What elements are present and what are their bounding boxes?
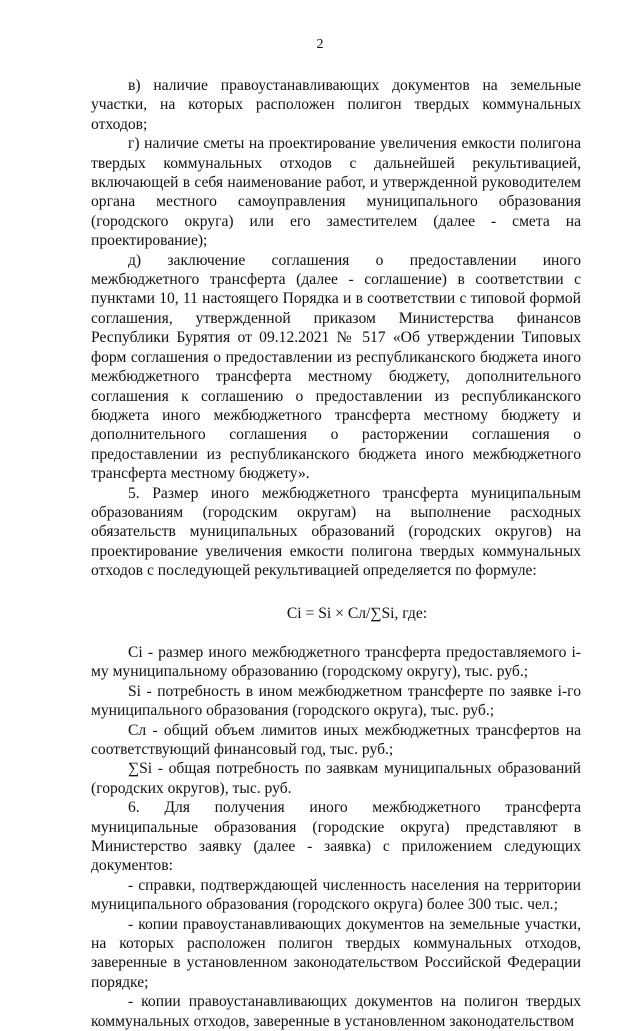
definition-si: Si - потребность в ином межбюджетном трансферте по заявке i-го муниципального образования (городского округа), тыс. руб.; bbox=[91, 682, 581, 720]
paragraph-item-v: в) наличие правоустанавливающих документов на земельные участки, на которых расположен полигон твердых коммунальных отходов; bbox=[91, 77, 581, 133]
list-item-land-documents: - копии правоустанавливающих документов на земельные участки, на которых расположен полигон твердых коммунальных отходов, заверенные в установленном законодательством Российской Федерации порядке; bbox=[91, 915, 581, 991]
page-number: 2 bbox=[316, 37, 324, 52]
definition-ci: Ci - размер иного межбюджетного трансферта предоставляемого i-му муниципальному образованию (городскому округу), тыс. руб.; bbox=[91, 643, 581, 681]
paragraph-item-g: г) наличие сметы на проектирование увеличения емкости полигона твердых коммунальных отходов с дальнейшей рекультивацией, включающей в себя наименование работ, и утвержденной руководителем органа местного самоуправления муниципального образования (городского округа) или его заместителем (далее - смета на проектирование); bbox=[91, 135, 581, 250]
definition-cl: Cл - общий объем лимитов иных межбюджетных трансфертов на соответствующий финансовый год, тыс. руб.; bbox=[91, 721, 581, 758]
document-body bbox=[91, 76, 581, 1031]
paragraph-clause-5: 5. Размер иного межбюджетного трансферта муниципальным образованиям (городским округам) на выполнение расходных обязательств муниципальных образований (городских округов) на проектирование увеличения емкости полигона твердых коммунальных отходов с последующей рекультивацией определяется по формуле: bbox=[91, 484, 581, 580]
list-item-population-certificate: - справки, подтверждающей численность населения на территории муниципального образования (городского округа) более 300 тыс. чел.; bbox=[91, 876, 581, 914]
paragraph-clause-6: 6. Для получения иного межбюджетного трансферта муниципальные образования (городские округа) представляют в Министерство заявку (далее - заявка) с приложением следующих документов: bbox=[91, 799, 581, 875]
paragraph-item-d: д) заключение соглашения о предоставлении иного межбюджетного трансферта (далее - соглашение) в соответствии с пунктами 10, 11 настоящего Порядка и в соответствии с типовой формой соглашения, утвержденной приказом Министерства финансов Республики Бурятия от 09.12.2021 № 517 «Об утверждении Типовых форм соглашения о предоставлении из республиканского бюджета иного межбюджетного трансферта местному бюджету, дополнительного соглашения к соглашению о предоставлении из республиканского бюджета иного межбюджетного трансферта местному бюджету и дополнительного соглашения о расторжении соглашения о предоставлении из республиканского бюджета иного межбюджетного трансферта местному бюджету». bbox=[91, 251, 581, 483]
list-item-landfill-documents: - копии правоустанавливающих документов на полигон твердых коммунальных отходов, заверенные в установленном законодательством bbox=[91, 993, 581, 1030]
definition-sum-si: ∑Si - общая потребность по заявкам муниципальных образований (городских округов), тыс. руб. bbox=[91, 760, 581, 797]
formula: Ci = Si × Cл/∑Si, где: bbox=[286, 604, 428, 622]
